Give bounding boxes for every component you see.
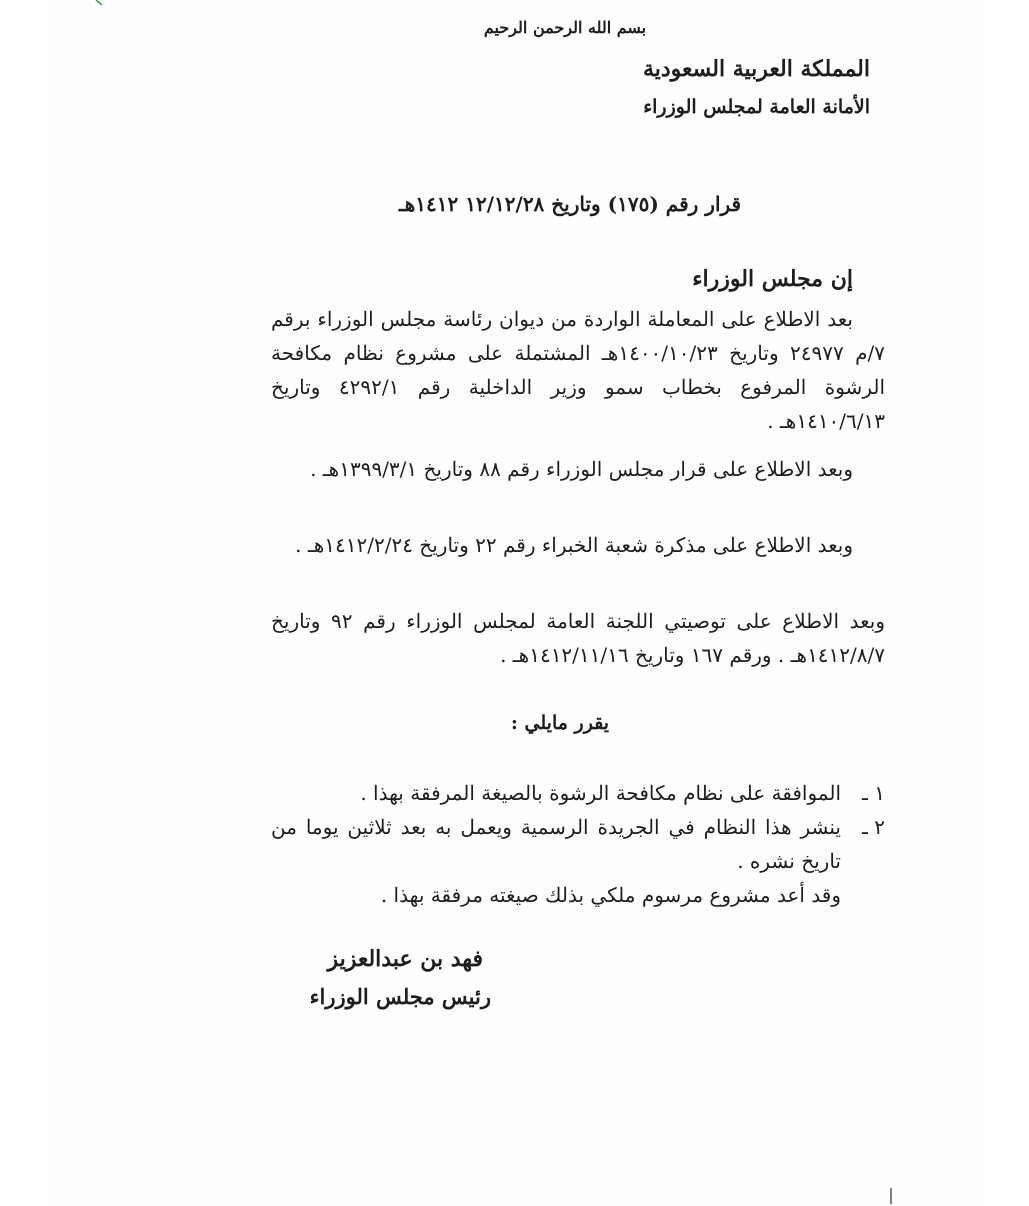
decision-opening: إن مجلس الوزراء xyxy=(692,266,853,292)
item-number: ٢ ـ xyxy=(862,815,885,839)
paragraph-experts-memo: وبعد الاطلاع على مذكرة شعبة الخبراء رقم ٢٢ وتاريخ ١٤١٢/٢/٢٤هـ . xyxy=(295,533,853,557)
item-text: الموافقة على نظام مكافحة الرشوة بالصيغة المرفقة بهذا . xyxy=(360,781,841,805)
corner-mark xyxy=(0,0,104,8)
kingdom-heading: المملكة العربية السعودية xyxy=(642,56,870,82)
decision-items xyxy=(271,776,885,912)
edge-mark xyxy=(887,1184,895,1206)
prepared-note: وقد أعد مشروع مرسوم ملكي بذلك صيغته مرفقة بهذا . xyxy=(380,883,841,907)
item-number: ١ ـ xyxy=(862,781,885,805)
decides-label: يقرر مايلي : xyxy=(510,712,610,734)
signer-name: فهد بن عبدالعزيز xyxy=(327,946,483,972)
decision-item xyxy=(271,810,885,878)
basmala: بسم الله الرحمن الرحيم xyxy=(483,18,647,37)
decision-title: قرار رقم (١٧٥) وتاريخ ١٢/١٢/٢٨ ١٤١٢هـ xyxy=(398,192,742,216)
decision-item xyxy=(271,776,885,810)
signer-title: رئيس مجلس الوزراء xyxy=(309,984,491,1009)
item-text: ينشر هذا النظام في الجريدة الرسمية ويعمل به بعد ثلاثين يوما من تاريخ نشره . xyxy=(271,815,841,873)
paragraph-previous-decision: وبعد الاطلاع على قرار مجلس الوزراء رقم ٨٨ وتاريخ ١٣٩٩/٣/١هـ . xyxy=(310,457,853,481)
document-page xyxy=(45,0,985,1206)
secretariat-heading: الأمانة العامة لمجلس الوزراء xyxy=(643,96,870,118)
paragraph-transaction: بعد الاطلاع على المعاملة الواردة من ديوان رئاسة مجلس الوزراء برقم ٧/م ٢٤٩٧٧ وتاريخ ١٤٠٠/١٠/٢٣هـ المشتملة على مشروع نظام مكافحة الرشوة المرفوع بخطاب سمو وزير الداخلية رقم ٤٢٩٢/١ وتاريخ ١٤١٠/٦/١٣هـ . xyxy=(271,307,886,433)
paragraph-committee-recommendations: وبعد الاطلاع على توصيتي اللجنة العامة لمجلس الوزراء رقم ٩٢ وتاريخ ١٤١٢/٨/٧هـ . ورقم ١٦٧ وتاريخ ١٤١٢/١١/١٦هـ . xyxy=(271,609,885,667)
